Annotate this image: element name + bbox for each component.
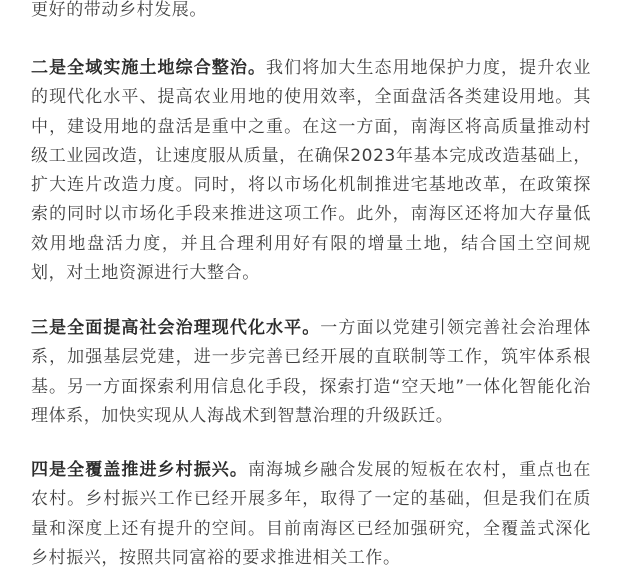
section-heading: 二是全域实施土地综合整治。: [31, 58, 267, 78]
section-body: 南海城乡融合发展的短板在农村，重点也在农村。乡村振兴工作已经开展多年，取得了一定的基础，但是我们在质量和深度上还有提升的空间。目前南海区已经加强研究，全覆盖式深化乡村振兴，按照共同富裕的要求推进相关工作。: [31, 460, 592, 568]
section-body: 我们将加大生态用地保护力度，提升农业的现代化水平、提高农业用地的使用效率，全面盘活各类建设用地。其中，建设用地的盘活是重中之重。在这一方面，南海区将高质量推动村级工业园改造，让速度服从质量，在确保2023年基本完成改造基础上，扩大连片改造力度。同时，将以市场化机制推进宅基地改革，在政策探索的同时以市场化手段来推进这项工作。此外，南海区还将加大存量低效用地盘活力度，并且合理利用好有限的增量土地，结合国土空间规划，对土地资源进行大整合。: [31, 58, 591, 284]
section-land-consolidation: [31, 54, 591, 288]
section-social-governance: [31, 314, 591, 431]
section-body: 一方面以党建引领完善社会治理体系，加强基层党建，进一步完善已经开展的直联制等工作，筑牢体系根基。另一方面探索利用信息化手段，探索打造“空天地”一体化智能化治理体系，加快实现从人海战术到智慧治理的升级跃迁。: [31, 318, 591, 426]
intro-paragraph-tail: [31, 0, 591, 25]
section-rural-revitalization: [31, 456, 591, 573]
section-heading: 三是全面提高社会治理现代化水平。: [31, 318, 321, 338]
section-heading: 四是全覆盖推进乡村振兴。: [31, 460, 248, 480]
intro-text: 更好的带动乡村发展。: [31, 0, 207, 20]
